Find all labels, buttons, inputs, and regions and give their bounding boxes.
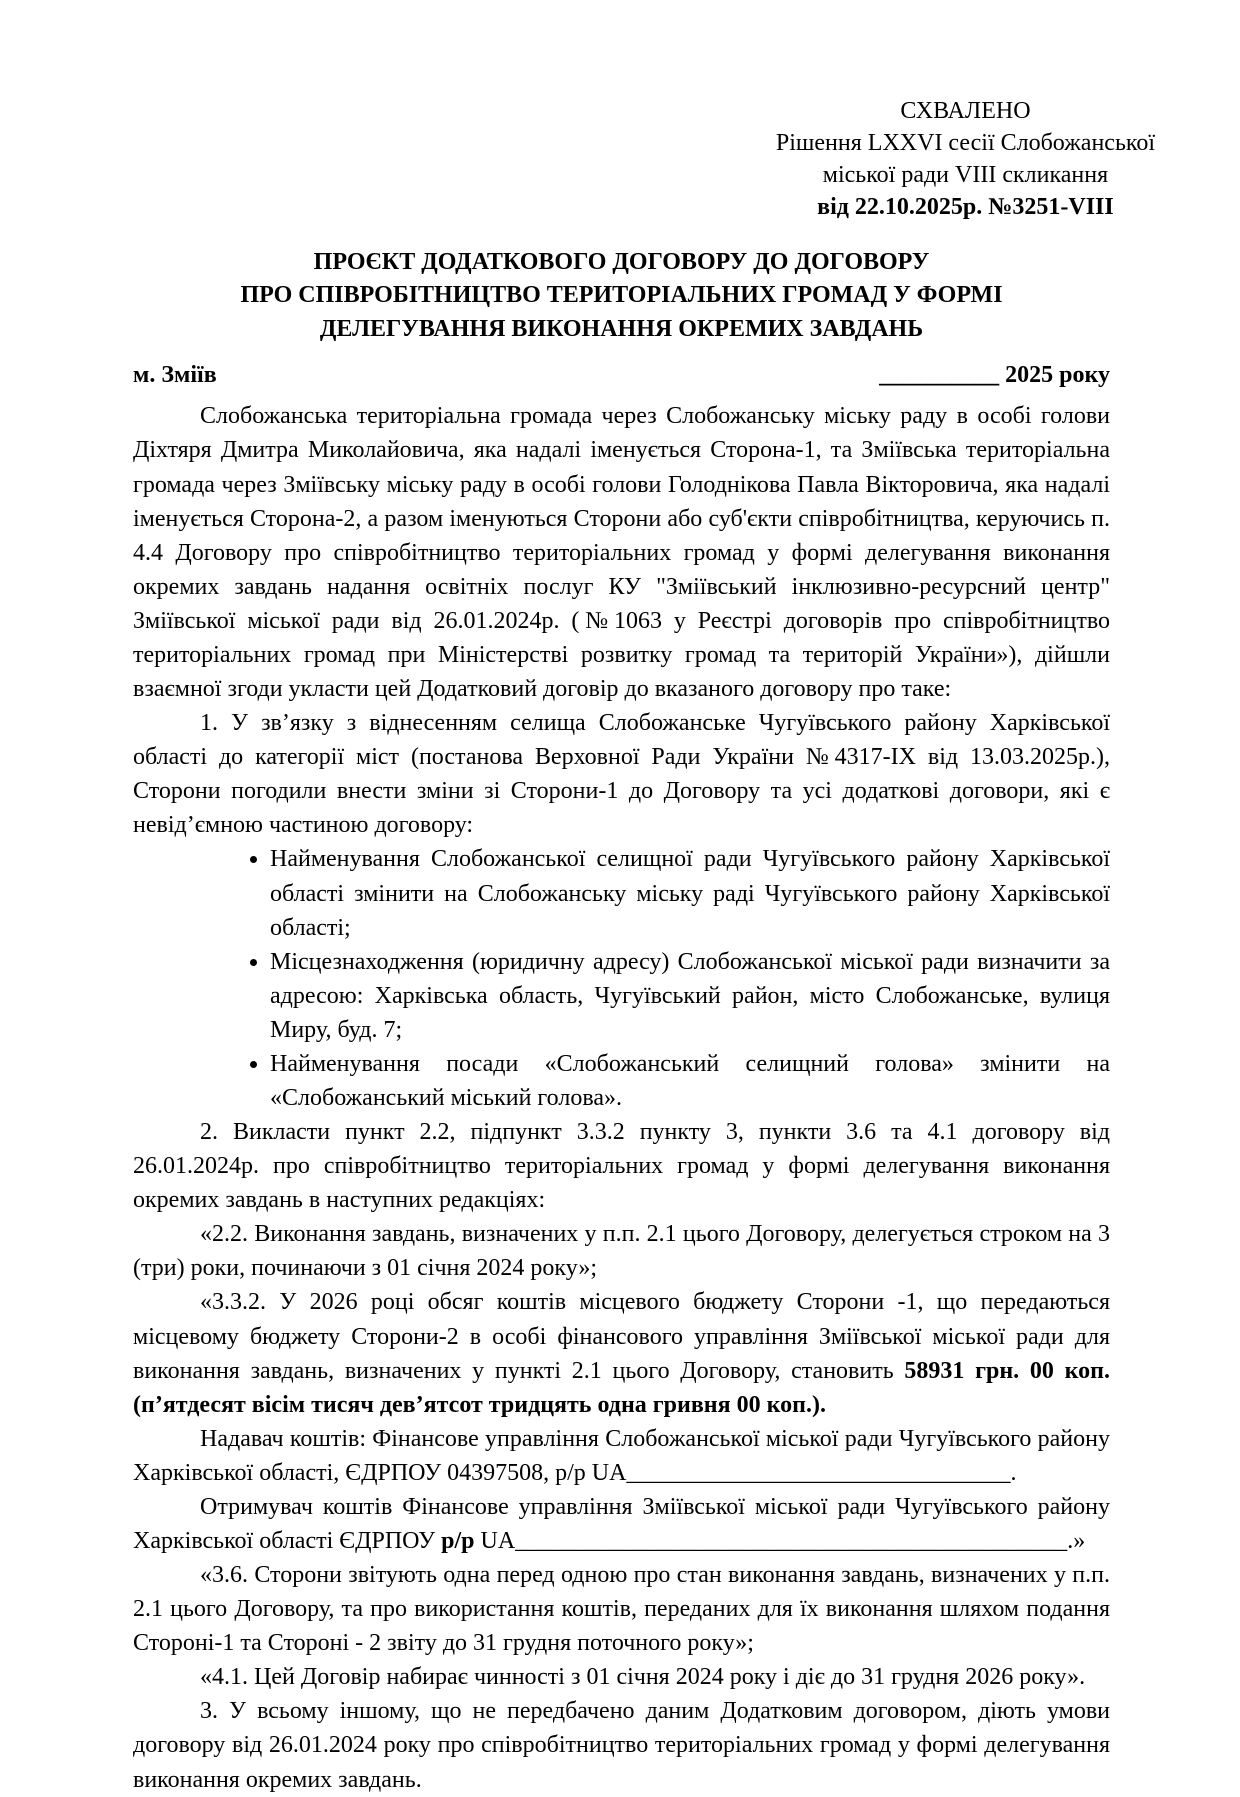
dateline	[133, 362, 1110, 389]
approval-status: СХВАЛЕНО	[900, 98, 1031, 124]
approval-decision-line2: міської ради VIII скликання	[822, 161, 1109, 188]
funds-receiver-rr: р/р	[441, 1527, 475, 1554]
approval-decision-line1: Рішення LXXVI сесії Слобожанської	[775, 129, 1155, 156]
dateline-date	[879, 362, 1110, 389]
clause-1-intro: 1. У зв’язку з віднесенням селища Слобожанське Чугуївського району Харківської області до категорії міст (постанова Верховної Ради України №4317-IX від 13.03.2025р.), Сторони погодили внести зміни зі Сторони-1 до Договору та усі додаткові договори, які є невід’ємною частиною договору:	[133, 710, 1110, 839]
clause-3-text: 3. У всьому іншому, що не передбачено даним Додатковим договором, діють умови договору від 26.01.2024 року про співробітництво територіальних громад у формі делегування виконання окремих завдань.	[133, 1698, 1110, 1793]
clause-4-1-text: «4.1. Цей Договір набирає чинності з 01 січня 2024 року і діє до 31 грудня 2026 року».	[200, 1664, 1086, 1691]
title-line-1: ПРОЄКТ ДОДАТКОВОГО ДОГОВОРУ ДО ДОГОВОРУ	[313, 248, 930, 275]
clause-3-3-2-amount: 58931 грн. 00 коп. (п’ятдесят вісім тисяч дев’ятсот тридцять одна гривня 00 коп.).	[133, 1357, 1110, 1418]
amendment-item-legal-address: • Місцезнаходження (юридичну адресу) Слобожанської міської ради визначити за адресою: Харківська область, Чугуївський район, місто Слобожанське, вулиця Миру, буд. 7;	[270, 945, 1110, 1047]
title-line-3: ДЕЛЕГУВАННЯ ВИКОНАННЯ ОКРЕМИХ ЗАВДАНЬ	[319, 315, 924, 342]
funds-receiver-text: Отримувач коштів Фінансове управління Зміївської міської ради Чугуївського району Харківської області ЄДРПОУ	[133, 1493, 1110, 1554]
clause-3-6-text: «3.6. Сторони звітують одна перед одною про стан виконання завдань, визначених у п.п. 2.1 цього Договору, та про використання коштів, переданих для їх виконання шляхом подання Стороні-1 та Стороні - 2 звіту до 31 грудня поточного року»;	[133, 1562, 1110, 1657]
dateline-place: м. Зміїв	[133, 362, 217, 389]
approval-block	[776, 96, 1155, 224]
funds-provider-tail: .	[1010, 1459, 1017, 1486]
document-title	[133, 246, 1110, 347]
funds-receiver-paragraph	[133, 1490, 1110, 1558]
funds-provider-account-blank: ________________________________	[626, 1459, 1011, 1486]
amendments-list	[133, 842, 1110, 1115]
funds-provider-paragraph	[133, 1422, 1110, 1490]
funds-receiver-account-blank: ______________________________________________	[515, 1527, 1068, 1554]
approval-date-number: від 22.10.2025р. №3251-VIII	[817, 193, 1114, 220]
funds-provider-text: Надавач коштів: Фінансове управління Слобожанської міської ради Чугуївського району Харківської області, ЄДРПОУ 04397508, р/р UA	[133, 1425, 1110, 1486]
funds-receiver-ua: UA	[474, 1527, 516, 1554]
dateline-year: 2025 року	[999, 362, 1110, 389]
clause-3-3-2-normal: «3.3.2. У 2026 році обсяг коштів місцевого бюджету Сторони -1, що передаються місцевому бюджету Сторони-2 в особі фінансового управління Зміївської міської ради для виконання завдань, визначених у пункті 2.1 цього Договору, становить	[133, 1289, 1110, 1384]
clause-2-2-text: «2.2. Виконання завдань, визначених у п.п. 2.1 цього Договору, делегується строком на 3 (три) роки, починаючи з 01 січня 2024 року»;	[133, 1221, 1110, 1282]
preamble-paragraph: Слобожанська територіальна громада через Слобожанську міську раду в особі голови Діхтяря Дмитра Миколайовича, яка надалі іменується Сторона-1, та Зміївська територіальна громада через Зміївську міську раду в особі голови Голоднікова Павла Вікторовича, яка надалі іменується Сторона-2, а разом іменуються Сторони або суб'єкти співробітництва, керуючись п. 4.4 Договору про співробітництво територіальних громад у формі делегування виконання окремих завдань надання освітніх послуг КУ "Зміївський інклюзивно-ресурсний центр" Зміївської міської ради від 26.01.2024р. (№1063 у Реєстрі договорів про співробітництво територіальних громад при Міністерстві розвитку громад та територій України»), дійшли взаємної згоди укласти цей Додатковий договір до вказаного договору про таке:	[133, 403, 1110, 703]
funds-receiver-tail: .»	[1067, 1527, 1086, 1554]
clause-2-intro: 2. Викласти пункт 2.2, підпункт 3.3.2 пункту 3, пункти 3.6 та 4.1 договору від 26.01.2024р. про співробітництво територіальних громад у формі делегування виконання окремих завдань в наступних редакціях:	[133, 1119, 1110, 1214]
dateline-blank: __________	[879, 362, 1000, 389]
amendment-item-rename-council: • Найменування Слобожанської селищної ради Чугуївського району Харківської області змінити на Слобожанську міську раді Чугуївського району Харківської області;	[270, 842, 1110, 944]
clause-3-3-2-text	[133, 1285, 1110, 1421]
amendment-item-rename-position: • Найменування посади «Слобожанський селищний голова» змінити на «Слобожанський міський голова».	[270, 1047, 1110, 1115]
title-line-2: ПРО СПІВРОБІТНИЦТВО ТЕРИТОРІАЛЬНИХ ГРОМАД У ФОРМІ	[240, 282, 1003, 309]
